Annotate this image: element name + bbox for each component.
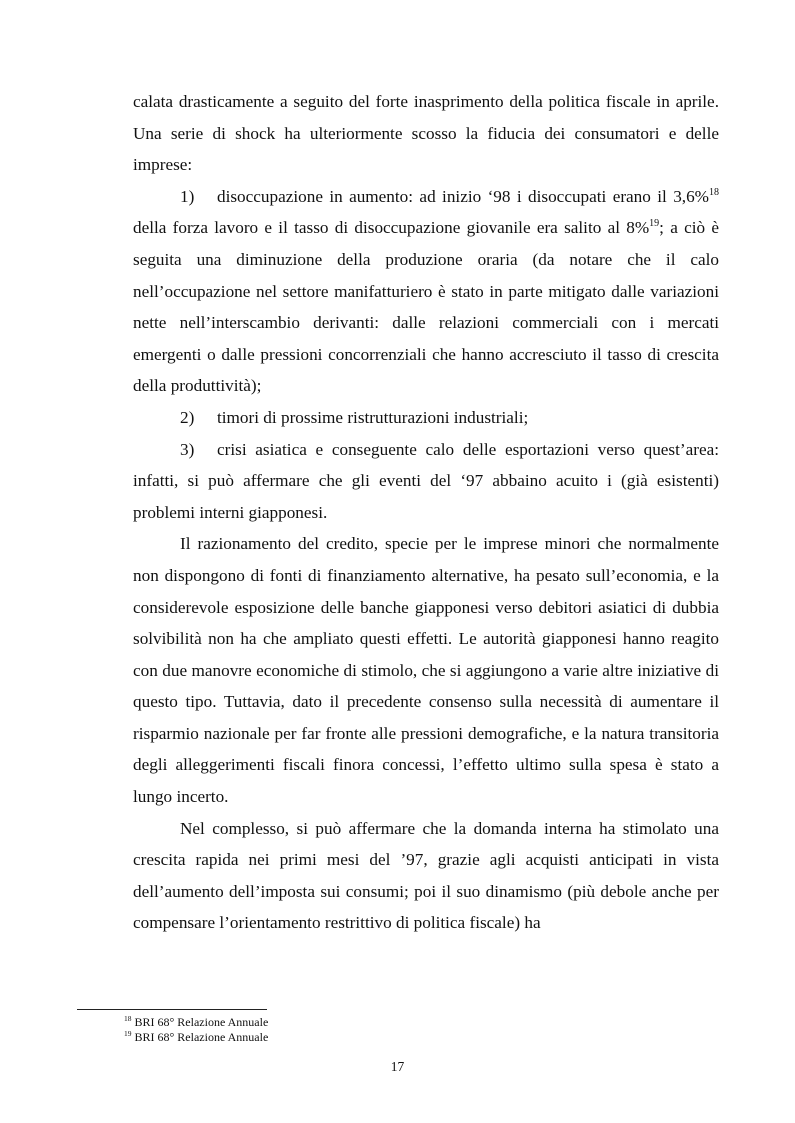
list-text-1a: disoccupazione in aumento: ad inizio ‘98 i disoccupati erano il 3,6% xyxy=(217,186,709,206)
footnote-text-18: BRI 68° Relazione Annuale xyxy=(131,1015,269,1029)
footnote-ref-18[interactable]: 18 xyxy=(709,186,719,198)
footnote-mark-19: 19 xyxy=(124,1029,132,1038)
page-number: 17 xyxy=(390,1059,405,1074)
list-item-3 xyxy=(133,434,719,529)
footnotes xyxy=(124,1015,268,1045)
list-item-2 xyxy=(133,402,719,434)
paragraph-credit-rationing: Il razionamento del credito, specie per le imprese minori che normalmente non dispongono di fonti di finanziamento alternative, ha pesato sull’economia, e la considerevole esposizione delle banche giapponesi verso debitori asiatici di dubbia solvibilità non ha che ampliato questi effetti. Le autorità giapponesi hanno reagito con due manovre economiche di stimolo, che si aggiungono a varie altre iniziative di questo tipo. Tuttavia, dato il precedente consenso sulla necessità di aumentare il risparmio nazionale per far fronte alle pressioni demografiche, e la natura transitoria degli alleggerimenti fiscali finora concessi, l’effetto ultimo sulla spesa è stato a lungo incerto. xyxy=(133,534,719,807)
paragraph-intro: calata drasticamente a seguito del forte inasprimento della politica fiscale in aprile. Una serie di shock ha ulteriormente scosso la fiducia dei consumatori e delle imprese: xyxy=(133,92,719,175)
list-number-3: 3) xyxy=(180,439,195,459)
footnote-divider xyxy=(77,1009,267,1010)
list-text-1c: ; a ciò è seguita una diminuzione della produzione oraria (da notare che il calo nell’occupazione nel settore manifatturiero è stato in parte mitigato dalle variazioni nette nell’interscambio derivanti: dalle relazioni commerciali con i mercati emergenti o dalle pressioni concorrenziali che hanno accresciuto il tasso di crescita della produttività); xyxy=(133,218,720,396)
main-text xyxy=(133,86,719,939)
footnote-ref-19[interactable]: 19 xyxy=(649,218,660,230)
list-number-2: 2) xyxy=(180,407,195,427)
list-item-1 xyxy=(133,181,719,402)
list-number-1: 1) xyxy=(180,186,195,206)
list-text-2: timori di prossime ristrutturazioni industriali; xyxy=(217,407,529,427)
footnote-19 xyxy=(124,1030,268,1045)
footnote-mark-18: 18 xyxy=(124,1014,132,1023)
paragraph-domestic-demand: Nel complesso, si può affermare che la domanda interna ha stimolato una crescita rapida nei primi mesi del ’97, grazie agli acquisti anticipati in vista dell’aumento dell’imposta sui consumi; poi il suo dinamismo (più debole anche per compensare l’orientamento restrittivo di politica fiscale) ha xyxy=(133,818,719,933)
list-text-1b: della forza lavoro e il tasso di disoccupazione giovanile era salito al 8% xyxy=(133,218,650,238)
list-text-3: crisi asiatica e conseguente calo delle esportazioni verso quest’area: infatti, si può affermare che gli eventi del ‘97 abbaino acuito i (già esistenti) problemi interni giapponesi. xyxy=(133,439,719,522)
footnote-18 xyxy=(124,1015,268,1030)
footnote-text-19: BRI 68° Relazione Annuale xyxy=(131,1030,269,1044)
